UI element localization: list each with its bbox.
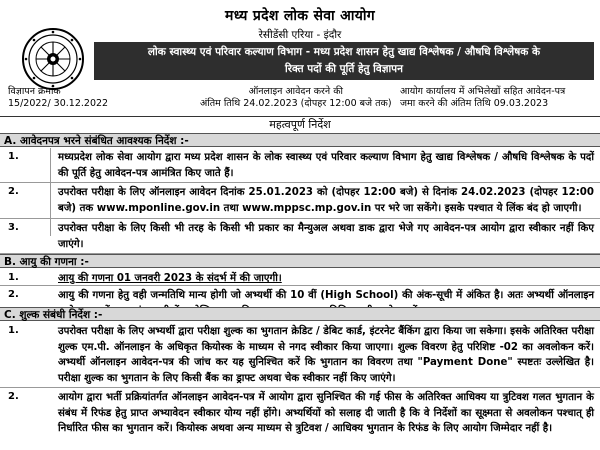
banner-line-2: रिक्त पदों की पूर्ति हेतु विज्ञापन <box>285 63 403 75</box>
list-item <box>0 322 600 388</box>
item-number: 2. <box>8 391 19 402</box>
commission-address: रेसीडेंसी एरिया - इंदौर <box>258 29 342 41</box>
office-deadline-date: जमा करने की अंतिम तिथि 09.03.2023 <box>400 98 549 109</box>
item-number: 1. <box>8 272 19 283</box>
adv-number: 15/2022/ 30.12.2022 <box>8 98 109 109</box>
item-number: 1. <box>8 325 19 336</box>
list-item <box>0 388 600 450</box>
item-text: आयोग द्वारा भर्ती प्रक्रियांतर्गत ऑनलाइन आवेदन-पत्र में आयोग द्वारा सुनिश्चित की गई फीस के अतिरिक्त आधिक्य या त्रुटिवश गलत भुगतान के संबंध में रिफंड हेतु प्राप्त अभ्यावेदन स्वीकार योग्य नहीं होंगे। अभ्यर्थियों को सलाह दी जाती है कि वे निर्देशों का सूक्ष्मता से अवलोकन पश्चात् ही निर्धारित फीस का भुगतान करें। कियोस्क अथवा अन्य माध्यम से त्रुटिवश / आधिक्य भुगतान के रिफंड के लिए आयोग जिम्मेदार नहीं है। <box>58 392 594 434</box>
item-text: उपरोक्त परीक्षा के लिए ऑनलाइन आवेदन दिनांक 25.01.2023 को (दोपहर 12:00 बजे) से दिनांक 24.02.2023 (दोपहर 12:00 बजे) तक www.mponline.gov.in तथा www.mppsc.mp.gov.in पर भरे जा सकेंगे। इसके पश्चात ये लिंक बंद हो जाएगी। <box>58 187 594 214</box>
office-deadline-label: आयोग कार्यालय में अभिलेखों सहित आवेदन-पत्र <box>400 86 566 97</box>
adv-label: विज्ञापन क्रमांक <box>8 86 61 97</box>
item-text: आयु की गणना हेतु वही जन्मतिथि मान्य होगी जो अभ्यर्थी की 10 वीं (High School) की अंक-सूची में अंकित है। अतः अभ्यर्थी ऑनलाइन <box>58 290 594 301</box>
list-item <box>0 219 600 254</box>
online-deadline-date: अंतिम तिथि 24.02.2023 (दोपहर 12:00 बजे तक) <box>200 98 392 109</box>
advertisement-number-block <box>8 86 108 110</box>
item-text: उपरोक्त परीक्षा के लिए अभ्यर्थी द्वारा परीक्षा शुल्क का भुगतान क्रेडिट / डेबिट कार्ड, इंटरनेट बैंकिंग द्वारा किया जा सकेगा। इसके अतिरिक्त परीक्षा शुल्क एम.पी. ऑनलाइन के अधिकृत कियोस्क के माध्यम से नगद स्वीकार किया जाएगा। शुल्क विवरण हेतु परिशिष्ट -02 का अवलोकन करें। अभ्यर्थी ऑनलाइन आवेदन-पत्र की जांच कर यह सुनिश्चित करें कि भुगतान का विवरण तथा "Payment Done" स्पष्टतः उल्लेखित है। परीक्षा शुल्क का भुगतान के लिए किसी बैंक का ड्राफ्ट अथवा चेक स्वीकार नहीं किए जाएंगे। <box>58 326 594 384</box>
commission-title: मध्य प्रदेश लोक सेवा आयोग <box>225 8 375 24</box>
important-instructions-heading: महत्वपूर्ण निर्देश <box>0 116 600 134</box>
section-b-header: B. आयु की गणना :- <box>0 254 600 268</box>
item-text: उपरोक्त परीक्षा के लिए किसी भी तरह के किसी भी प्रकार का मैन्युअल अथवा डाक द्वारा भेजे गए आवेदन-पत्र आयोग द्वारा स्वीकार नहीं किए जाएंगे। <box>58 223 594 250</box>
item-number: 2. <box>8 186 19 197</box>
online-deadline-label: ऑनलाइन आवेदन करने की <box>248 86 343 97</box>
office-deadline-block <box>400 86 565 110</box>
online-deadline-block <box>200 86 392 110</box>
item-text: मध्यप्रदेश लोक सेवा आयोग द्वारा मध्य प्रदेश शासन के लोक स्वास्थ्य एवं परिवार कल्याण विभाग हेतु खाद्य विश्लेषक / औषधि विश्लेषक के पदों की पूर्ति हेतु आवेदन-पत्र आमंत्रित किए जाते हैं। <box>58 152 594 179</box>
item-text: आयु की गणना 01 जनवरी 2023 के संदर्भ में की जाएगी। <box>58 273 282 284</box>
section-a-header: A. आवेदनपत्र भरने संबंधित आवश्यक निर्देश :- <box>0 133 600 147</box>
item-number: 3. <box>8 222 19 233</box>
list-item <box>0 183 600 219</box>
item-number: 1. <box>8 151 19 162</box>
department-banner <box>94 42 594 80</box>
item-number: 2. <box>8 289 19 300</box>
banner-line-1: लोक स्वास्थ्य एवं परिवार कल्याण विभाग - मध्य प्रदेश शासन हेतु खाद्य विश्लेषक / औषधि विश्लेषक के <box>147 46 541 58</box>
list-item <box>0 148 600 183</box>
section-c-header: C. शुल्क संबंधी निर्देश :- <box>0 307 600 321</box>
list-item <box>0 269 600 286</box>
